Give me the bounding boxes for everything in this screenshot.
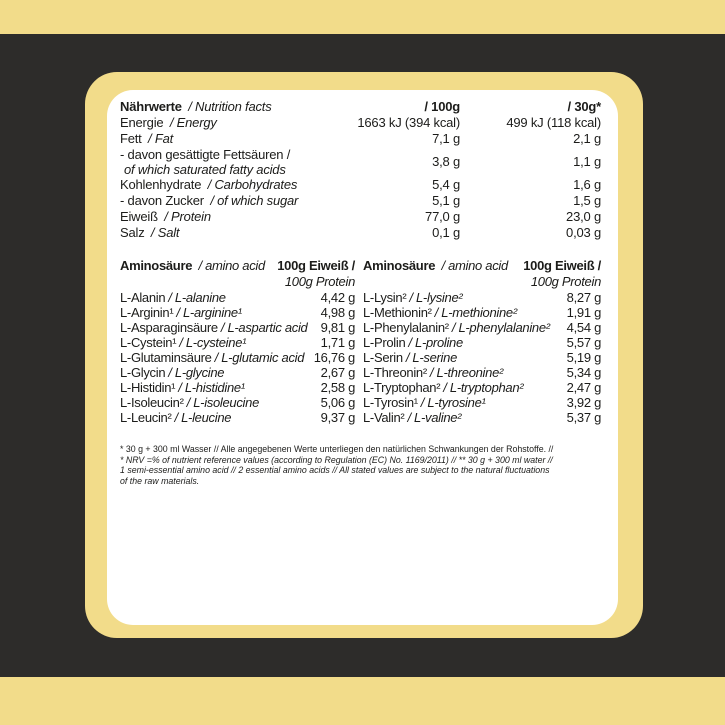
amino-value-header-line1: 100g Eiweiß / bbox=[523, 258, 601, 273]
nutrition-label-card bbox=[107, 90, 618, 625]
amino-value: 2,58 g bbox=[320, 380, 355, 395]
amino-name-en: / L-tyrosine¹ bbox=[420, 395, 486, 410]
nutrient-name-en: / of which sugar bbox=[210, 193, 299, 208]
amino-column-right bbox=[363, 290, 601, 425]
amino-name-de: L-Arginin¹ bbox=[120, 305, 174, 320]
amino-header-en: / amino acid bbox=[441, 258, 508, 273]
amino-name-de: L-Glutaminsäure bbox=[120, 350, 212, 365]
footnote-line-2: * NRV =% of nutrient reference values (according to Regulation (EC) No. 1169/2011) // ** 30 g + 300 ml water // bbox=[120, 454, 553, 465]
value-per-30g: 1,5 g bbox=[573, 193, 601, 208]
amino-name-en: / L-arginine¹ bbox=[176, 305, 242, 320]
amino-name-de: L-Asparaginsäure bbox=[120, 320, 218, 335]
amino-value: 5,34 g bbox=[566, 365, 601, 380]
value-per-30g: 1,1 g bbox=[573, 154, 601, 169]
amino-value: 3,92 g bbox=[566, 395, 601, 410]
amino-name-en: / L-phenylalanine² bbox=[451, 320, 550, 335]
amino-name-en: / L-aspartic acid bbox=[220, 320, 308, 335]
value-per-100g: 1663 kJ (394 kcal) bbox=[357, 115, 460, 130]
amino-header-en: / amino acid bbox=[198, 258, 265, 273]
value-per-30g: 499 kJ (118 kcal) bbox=[506, 115, 601, 130]
amino-name-de: L-Cystein¹ bbox=[120, 335, 177, 350]
amino-name-de: L-Lysin² bbox=[363, 290, 407, 305]
amino-name-de: L-Histidin¹ bbox=[120, 380, 176, 395]
amino-name-de: L-Tryptophan² bbox=[363, 380, 441, 395]
value-per-100g: 0,1 g bbox=[432, 225, 460, 240]
amino-row bbox=[363, 350, 601, 365]
amino-name-de: L-Tyrosin¹ bbox=[363, 395, 418, 410]
amino-row bbox=[120, 350, 355, 365]
amino-name-en: / L-proline bbox=[408, 335, 463, 350]
nutrition-row-sugar bbox=[120, 193, 601, 209]
nutrition-row-energy bbox=[120, 115, 601, 131]
nutrition-row-fat bbox=[120, 131, 601, 147]
value-per-30g: 0,03 g bbox=[566, 225, 601, 240]
amino-name-de: L-Valin² bbox=[363, 410, 405, 425]
nutrient-name-en: / Energy bbox=[169, 115, 217, 130]
amino-header-de: Aminosäure bbox=[120, 258, 193, 273]
amino-value: 9,37 g bbox=[320, 410, 355, 425]
amino-name-de: L-Threonin² bbox=[363, 365, 427, 380]
nutrition-row-carbohydrates bbox=[120, 177, 601, 193]
amino-row bbox=[363, 305, 601, 320]
amino-value: 4,98 g bbox=[320, 305, 355, 320]
bottom-yellow-band bbox=[0, 677, 725, 725]
nutrition-title bbox=[120, 99, 320, 115]
amino-value: 4,42 g bbox=[320, 290, 355, 305]
nutrient-name-en: / Fat bbox=[148, 131, 174, 146]
footnote-line-1: * 30 g + 300 ml Wasser // Alle angegebenen Werte unterliegen den natürlichen Schwankungen der Rohstoffe. // bbox=[120, 444, 554, 454]
amino-row bbox=[120, 365, 355, 380]
footnote-line-4: of the raw materials. bbox=[120, 475, 200, 486]
top-yellow-band bbox=[0, 0, 725, 34]
nutrient-name-en: / Salt bbox=[150, 225, 180, 240]
nutrient-name-de: - davon gesättigte Fettsäuren / bbox=[120, 147, 291, 162]
amino-row bbox=[120, 395, 355, 410]
amino-name-en: / L-alanine bbox=[168, 290, 226, 305]
value-per-30g: 23,0 g bbox=[566, 209, 601, 224]
amino-row bbox=[363, 335, 601, 350]
amino-value: 5,06 g bbox=[320, 395, 355, 410]
amino-name-de: L-Phenylalanin² bbox=[363, 320, 449, 335]
value-per-30g: 1,6 g bbox=[573, 177, 601, 192]
nutrient-name-de: - davon Zucker bbox=[120, 193, 204, 208]
amino-acid-table bbox=[120, 258, 601, 425]
amino-name-de: L-Isoleucin² bbox=[120, 395, 184, 410]
amino-row bbox=[120, 320, 355, 335]
amino-name-en: / L-serine bbox=[405, 350, 458, 365]
nutrient-name-en: / Protein bbox=[164, 209, 211, 224]
amino-value: 5,19 g bbox=[566, 350, 601, 365]
nutrition-table bbox=[120, 99, 601, 241]
amino-name-en: / L-histidine¹ bbox=[178, 380, 245, 395]
nutrient-name-de: Fett bbox=[120, 131, 142, 146]
value-per-100g: 5,1 g bbox=[432, 193, 460, 208]
nutrient-name-de: Eiweiß bbox=[120, 209, 158, 224]
amino-name-en: / L-glycine bbox=[168, 365, 225, 380]
amino-name-en: / L-threonine² bbox=[429, 365, 504, 380]
label-outer-panel bbox=[85, 72, 643, 638]
amino-value-header-line1: 100g Eiweiß / bbox=[277, 258, 355, 273]
amino-name-en: / L-leucine bbox=[174, 410, 232, 425]
column-header-per-100g: / 100g bbox=[424, 99, 460, 114]
amino-value: 4,54 g bbox=[566, 320, 601, 335]
amino-name-en: / L-cysteine¹ bbox=[179, 335, 247, 350]
amino-row bbox=[363, 365, 601, 380]
value-per-100g: 3,8 g bbox=[432, 154, 460, 169]
nutrient-name-de: Energie bbox=[120, 115, 164, 130]
amino-row bbox=[363, 320, 601, 335]
amino-row bbox=[120, 290, 355, 305]
value-per-100g: 77,0 g bbox=[425, 209, 460, 224]
amino-row bbox=[120, 335, 355, 350]
amino-table-header-right bbox=[363, 258, 601, 290]
amino-name-en: / L-lysine² bbox=[409, 290, 463, 305]
amino-value: 1,71 g bbox=[320, 335, 355, 350]
nutrition-row-saturated-fat bbox=[120, 147, 601, 177]
amino-row bbox=[120, 305, 355, 320]
amino-header-de: Aminosäure bbox=[363, 258, 436, 273]
amino-column-left bbox=[120, 290, 355, 425]
amino-row bbox=[363, 410, 601, 425]
nutrient-name-de: Salz bbox=[120, 225, 145, 240]
value-per-100g: 5,4 g bbox=[432, 177, 460, 192]
amino-name-de: L-Leucin² bbox=[120, 410, 172, 425]
nutrition-title-en: / Nutrition facts bbox=[188, 99, 272, 114]
amino-name-en: / L-methionine² bbox=[434, 305, 517, 320]
column-header-per-30g: / 30g* bbox=[567, 99, 601, 114]
footnotes bbox=[120, 444, 601, 486]
amino-row bbox=[363, 290, 601, 305]
amino-value-header-line2: 100g Protein bbox=[530, 274, 601, 289]
amino-value: 2,67 g bbox=[320, 365, 355, 380]
amino-row bbox=[363, 380, 601, 395]
amino-name-de: L-Methionin² bbox=[363, 305, 432, 320]
amino-value-header-line2: 100g Protein bbox=[284, 274, 355, 289]
footnote-line-3: 1 semi-essential amino acid // 2 essential amino acids // All stated values are subject to the natural fluctuations bbox=[120, 465, 550, 475]
amino-value: 2,47 g bbox=[566, 380, 601, 395]
nutrition-row-protein bbox=[120, 209, 601, 225]
nutrient-name-de: Kohlenhydrate bbox=[120, 177, 202, 192]
amino-row bbox=[120, 410, 355, 425]
amino-row bbox=[120, 380, 355, 395]
amino-name-de: L-Prolin bbox=[363, 335, 406, 350]
amino-name-de: L-Alanin bbox=[120, 290, 166, 305]
amino-value: 5,57 g bbox=[566, 335, 601, 350]
nutrition-title-de: Nährwerte bbox=[120, 99, 182, 114]
amino-value: 1,91 g bbox=[566, 305, 601, 320]
amino-name-en: / L-isoleucine bbox=[186, 395, 260, 410]
nutrition-table-header bbox=[120, 99, 601, 115]
amino-row bbox=[363, 395, 601, 410]
value-per-30g: 2,1 g bbox=[573, 131, 601, 146]
amino-name-en: / L-valine² bbox=[407, 410, 462, 425]
value-per-100g: 7,1 g bbox=[432, 131, 460, 146]
amino-name-en: / L-glutamic acid bbox=[214, 350, 305, 365]
nutrient-name-en: of which saturated fatty acids bbox=[124, 162, 286, 177]
amino-name-de: L-Serin bbox=[363, 350, 403, 365]
nutrient-name-en: / Carbohydrates bbox=[207, 177, 298, 192]
amino-value: 8,27 g bbox=[566, 290, 601, 305]
amino-value: 5,37 g bbox=[566, 410, 601, 425]
amino-value: 16,76 g bbox=[313, 350, 355, 365]
amino-name-en: / L-tryptophan² bbox=[443, 380, 524, 395]
amino-value: 9,81 g bbox=[320, 320, 355, 335]
amino-table-header-left bbox=[120, 258, 355, 290]
nutrition-row-salt bbox=[120, 225, 601, 241]
amino-name-de: L-Glycin bbox=[120, 365, 166, 380]
